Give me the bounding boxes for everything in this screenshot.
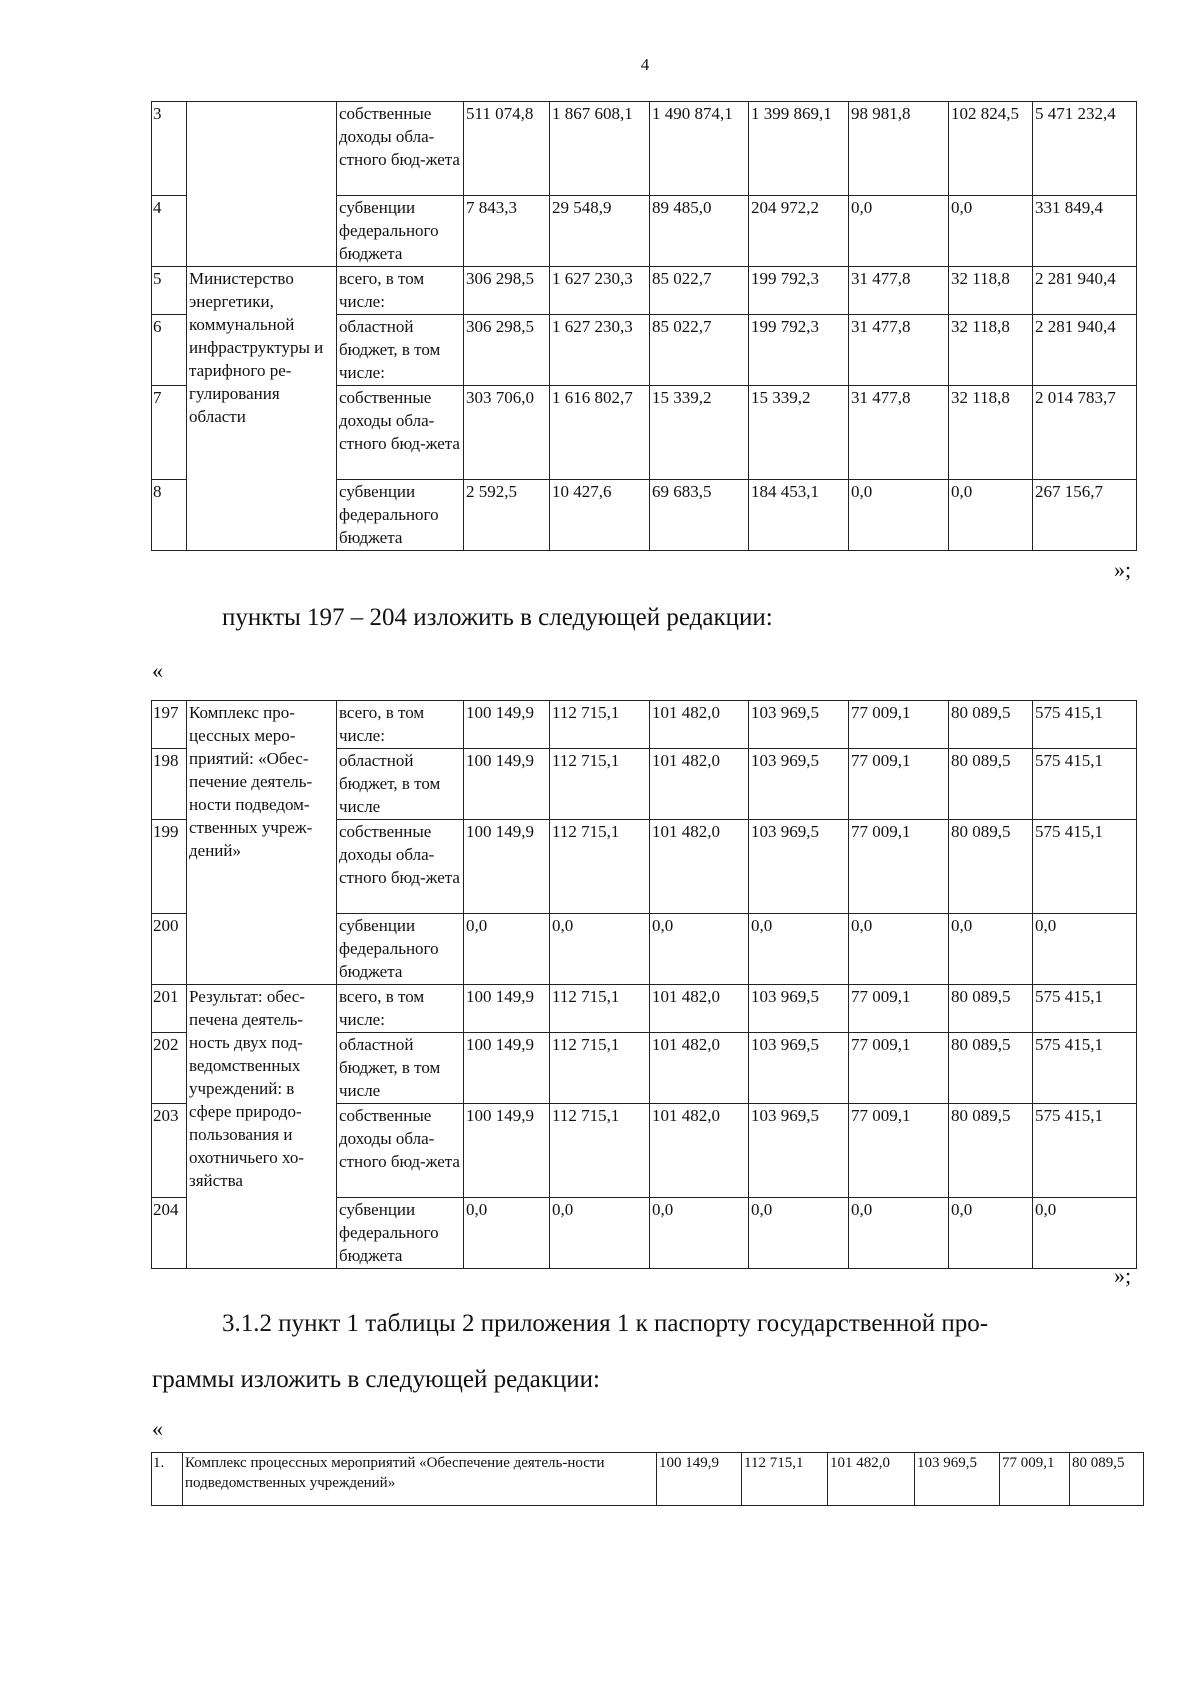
value-cell: 2 281 940,4 — [1033, 315, 1137, 386]
value-cell: 77 009,1 — [849, 749, 949, 820]
value-cell: 85 022,7 — [650, 315, 749, 386]
value-cell: 1 399 869,1 — [749, 102, 849, 196]
value-cell: 112 715,1 — [550, 820, 650, 914]
value-cell: 101 482,0 — [650, 820, 749, 914]
value-cell: 2 014 783,7 — [1033, 386, 1137, 480]
value-cell: 100 149,9 — [657, 1453, 742, 1506]
value-cell: 32 118,8 — [949, 267, 1033, 315]
row-number: 200 — [152, 914, 187, 985]
value-cell: 575 415,1 — [1033, 1104, 1137, 1198]
value-cell: 103 969,5 — [749, 985, 849, 1033]
value-cell: 575 415,1 — [1033, 749, 1137, 820]
closing-quote: »; — [1114, 1263, 1132, 1288]
funding-source: собственные доходы обла-стного бюд-жета — [337, 386, 464, 480]
value-cell: 77 009,1 — [849, 701, 949, 749]
value-cell: 112 715,1 — [550, 1033, 650, 1104]
value-cell: 100 149,9 — [464, 820, 550, 914]
value-cell: 77 009,1 — [849, 985, 949, 1033]
value-cell: 2 592,5 — [464, 480, 550, 551]
value-cell: 77 009,1 — [849, 1104, 949, 1198]
funding-source: собственные доходы обла-стного бюд-жета — [337, 820, 464, 914]
value-cell: 80 089,5 — [949, 701, 1033, 749]
table-row — [152, 102, 1137, 196]
opening-quote: « — [152, 658, 163, 683]
row-number: 7 — [152, 386, 187, 480]
funding-source: собственные доходы обла-стного бюд-жета — [337, 1104, 464, 1198]
funding-source: областной бюджет, в том числе: — [337, 315, 464, 386]
value-cell: 80 089,5 — [949, 985, 1033, 1033]
value-cell: 575 415,1 — [1033, 701, 1137, 749]
row-number: 198 — [152, 749, 187, 820]
funding-source: субвенции федерального бюджета — [337, 914, 464, 985]
value-cell: 199 792,3 — [749, 267, 849, 315]
value-cell: 1 627 230,3 — [550, 267, 650, 315]
value-cell: 0,0 — [550, 1198, 650, 1269]
table-row — [152, 985, 1137, 1033]
funding-source: собственные доходы обла-стного бюд-жета — [337, 102, 464, 196]
value-cell: 0,0 — [550, 914, 650, 985]
value-cell: 331 849,4 — [1033, 196, 1137, 267]
value-cell: 77 009,1 — [849, 1033, 949, 1104]
value-cell: 0,0 — [849, 914, 949, 985]
value-cell: 0,0 — [949, 196, 1033, 267]
value-cell: 1 616 802,7 — [550, 386, 650, 480]
value-cell: 15 339,2 — [650, 386, 749, 480]
program-cell — [187, 102, 337, 267]
value-cell: 32 118,8 — [949, 315, 1033, 386]
value-cell: 103 969,5 — [749, 820, 849, 914]
value-cell: 112 715,1 — [550, 701, 650, 749]
value-cell: 1 627 230,3 — [550, 315, 650, 386]
funding-source: субвенции федерального бюджета — [337, 480, 464, 551]
value-cell: 100 149,9 — [464, 1104, 550, 1198]
value-cell: 100 149,9 — [464, 1033, 550, 1104]
row-number: 202 — [152, 1033, 187, 1104]
funding-source: всего, в том числе: — [337, 267, 464, 315]
value-cell: 77 009,1 — [849, 820, 949, 914]
value-cell: 112 715,1 — [742, 1453, 828, 1506]
opening-quote: « — [152, 1416, 163, 1441]
value-cell: 0,0 — [650, 1198, 749, 1269]
value-cell: 103 969,5 — [749, 701, 849, 749]
funding-source: субвенции федерального бюджета — [337, 1198, 464, 1269]
funding-source: областной бюджет, в том числе — [337, 749, 464, 820]
row-number: 5 — [152, 267, 187, 315]
row-number: 1. — [152, 1453, 183, 1506]
value-cell: 77 009,1 — [1000, 1453, 1070, 1506]
ministry-name: Министерство энергетики, коммунальной инфраструктуры и тарифного ре-гулирования области — [187, 267, 337, 551]
value-cell: 80 089,5 — [949, 749, 1033, 820]
funding-source: всего, в том числе: — [337, 985, 464, 1033]
value-cell: 31 477,8 — [849, 315, 949, 386]
value-cell: 1 867 608,1 — [550, 102, 650, 196]
value-cell: 32 118,8 — [949, 386, 1033, 480]
value-cell: 101 482,0 — [650, 1104, 749, 1198]
row-number: 203 — [152, 1104, 187, 1198]
funding-source: областной бюджет, в том числе — [337, 1033, 464, 1104]
value-cell: 575 415,1 — [1033, 820, 1137, 914]
value-cell: 2 281 940,4 — [1033, 267, 1137, 315]
funding-source: всего, в том числе: — [337, 701, 464, 749]
value-cell: 303 706,0 — [464, 386, 550, 480]
budget-table-2 — [151, 700, 1137, 1269]
value-cell: 103 969,5 — [749, 749, 849, 820]
value-cell: 306 298,5 — [464, 315, 550, 386]
value-cell: 0,0 — [849, 1198, 949, 1269]
value-cell: 575 415,1 — [1033, 1033, 1137, 1104]
value-cell: 103 969,5 — [749, 1033, 849, 1104]
value-cell: 0,0 — [749, 914, 849, 985]
budget-table-3 — [151, 1452, 1144, 1506]
value-cell: 31 477,8 — [849, 386, 949, 480]
value-cell: 306 298,5 — [464, 267, 550, 315]
value-cell: 0,0 — [1033, 914, 1137, 985]
value-cell: 0,0 — [949, 914, 1033, 985]
value-cell: 0,0 — [849, 196, 949, 267]
funding-source: субвенции федерального бюджета — [337, 196, 464, 267]
value-cell: 29 548,9 — [550, 196, 650, 267]
activity-complex-name: Комплекс процессных мероприятий «Обеспечение деятель-ности подведомственных учреждений» — [183, 1453, 657, 1506]
page-number: 4 — [640, 55, 650, 74]
value-cell: 0,0 — [464, 914, 550, 985]
value-cell: 112 715,1 — [550, 1104, 650, 1198]
value-cell: 80 089,5 — [949, 1104, 1033, 1198]
value-cell: 0,0 — [749, 1198, 849, 1269]
value-cell: 15 339,2 — [749, 386, 849, 480]
row-number: 6 — [152, 315, 187, 386]
value-cell: 31 477,8 — [849, 267, 949, 315]
value-cell: 204 972,2 — [749, 196, 849, 267]
value-cell: 184 453,1 — [749, 480, 849, 551]
row-number: 4 — [152, 196, 187, 267]
value-cell: 0,0 — [650, 914, 749, 985]
value-cell: 80 089,5 — [1070, 1453, 1144, 1506]
row-number: 197 — [152, 701, 187, 749]
row-number: 201 — [152, 985, 187, 1033]
value-cell: 0,0 — [849, 480, 949, 551]
paragraph-text: 3.1.2 пункт 1 таблицы 2 приложения 1 к паспорту государственной про- — [222, 1310, 989, 1337]
value-cell: 80 089,5 — [949, 1033, 1033, 1104]
closing-quote: »; — [1114, 557, 1132, 582]
value-cell: 0,0 — [1033, 1198, 1137, 1269]
result-description: Результат: обес-печена деятель-ность двух под-ведомственных учреждений: в сфере природо-пользования и охотничьего хо-зяйства — [187, 985, 337, 1269]
value-cell: 101 482,0 — [650, 749, 749, 820]
value-cell: 7 843,3 — [464, 196, 550, 267]
value-cell: 100 149,9 — [464, 701, 550, 749]
value-cell: 100 149,9 — [464, 985, 550, 1033]
value-cell: 10 427,6 — [550, 480, 650, 551]
value-cell: 69 683,5 — [650, 480, 749, 551]
value-cell: 98 981,8 — [849, 102, 949, 196]
value-cell: 5 471 232,4 — [1033, 102, 1137, 196]
row-number: 8 — [152, 480, 187, 551]
table-row — [152, 1453, 1144, 1506]
value-cell: 267 156,7 — [1033, 480, 1137, 551]
value-cell: 1 490 874,1 — [650, 102, 749, 196]
activity-complex-name: Комплекс про-цессных меро-приятий: «Обес-печение деятель-ности подведом-ственных учреж-дений» — [187, 701, 337, 985]
value-cell: 101 482,0 — [650, 1033, 749, 1104]
value-cell: 89 485,0 — [650, 196, 749, 267]
value-cell: 575 415,1 — [1033, 985, 1137, 1033]
row-number: 199 — [152, 820, 187, 914]
paragraph-text: граммы изложить в следующей редакции: — [152, 1366, 600, 1393]
table-row — [152, 701, 1137, 749]
value-cell: 102 824,5 — [949, 102, 1033, 196]
value-cell: 103 969,5 — [915, 1453, 1000, 1506]
value-cell: 101 482,0 — [828, 1453, 915, 1506]
value-cell: 103 969,5 — [749, 1104, 849, 1198]
value-cell: 101 482,0 — [650, 701, 749, 749]
value-cell: 100 149,9 — [464, 749, 550, 820]
value-cell: 112 715,1 — [550, 749, 650, 820]
budget-table-1 — [151, 101, 1137, 551]
value-cell: 101 482,0 — [650, 985, 749, 1033]
value-cell: 0,0 — [949, 1198, 1033, 1269]
value-cell: 199 792,3 — [749, 315, 849, 386]
table-row — [152, 267, 1137, 315]
row-number: 3 — [152, 102, 187, 196]
value-cell: 0,0 — [949, 480, 1033, 551]
row-number: 204 — [152, 1198, 187, 1269]
value-cell: 80 089,5 — [949, 820, 1033, 914]
value-cell: 511 074,8 — [464, 102, 550, 196]
paragraph-text: пункты 197 – 204 изложить в следующей редакции: — [222, 604, 773, 631]
value-cell: 0,0 — [464, 1198, 550, 1269]
value-cell: 112 715,1 — [550, 985, 650, 1033]
value-cell: 85 022,7 — [650, 267, 749, 315]
